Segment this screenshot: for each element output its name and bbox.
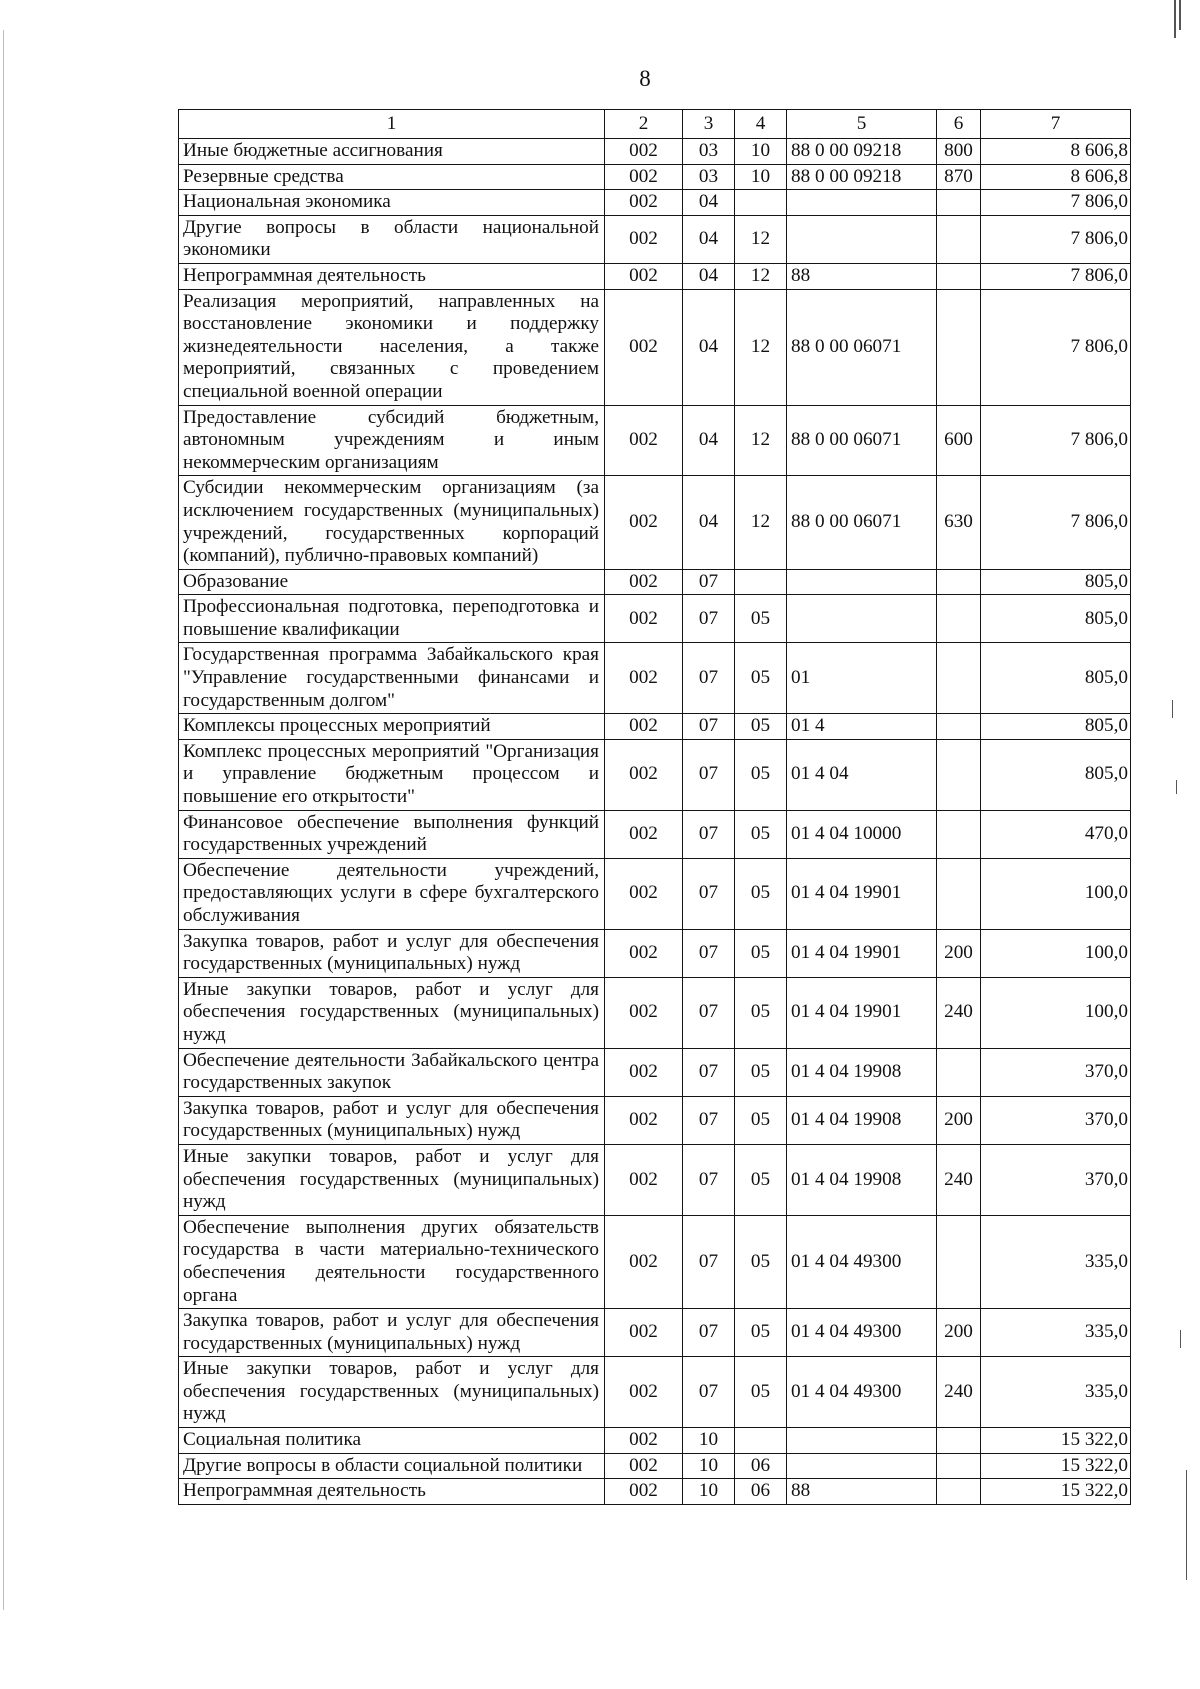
cell-amount: 370,0 [981,1144,1131,1215]
cell-amount: 335,0 [981,1215,1131,1308]
cell-subsection: 06 [735,1453,787,1479]
cell-expense-type [937,190,981,216]
cell-name: Комплексы процессных мероприятий [179,714,605,740]
cell-target-article: 01 4 04 19908 [787,1048,937,1096]
table-row [179,289,1131,405]
cell-admin-code: 002 [605,405,683,476]
cell-name: Закупка товаров, работ и услуг для обеспечения государственных (муниципальных) нужд [179,929,605,977]
cell-admin-code: 002 [605,1357,683,1428]
cell-subsection: 05 [735,595,787,643]
cell-target-article: 01 [787,643,937,714]
cell-name: Предоставление субсидий бюджетным, автономным учреждениям и иным некоммерческим организациям [179,405,605,476]
header-col-6: 6 [937,110,981,139]
cell-target-article: 01 4 04 19901 [787,858,937,929]
cell-amount: 7 806,0 [981,215,1131,263]
cell-amount: 370,0 [981,1096,1131,1144]
cell-expense-type [937,810,981,858]
cell-amount: 805,0 [981,595,1131,643]
cell-target-article: 88 0 00 06071 [787,289,937,405]
cell-admin-code: 002 [605,1144,683,1215]
cell-target-article [787,595,937,643]
cell-admin-code: 002 [605,739,683,810]
cell-target-article: 88 0 00 09218 [787,139,937,165]
cell-expense-type [937,643,981,714]
cell-section: 07 [683,1144,735,1215]
table-row [179,595,1131,643]
cell-target-article: 01 4 04 49300 [787,1309,937,1357]
cell-amount: 335,0 [981,1357,1131,1428]
cell-target-article: 01 4 04 19908 [787,1096,937,1144]
cell-subsection: 05 [735,1357,787,1428]
cell-admin-code: 002 [605,714,683,740]
cell-amount: 7 806,0 [981,405,1131,476]
scan-edge-line [3,30,4,1610]
cell-subsection: 06 [735,1479,787,1505]
cell-subsection: 05 [735,714,787,740]
table-row [179,215,1131,263]
cell-expense-type: 240 [937,1144,981,1215]
cell-expense-type: 870 [937,164,981,190]
cell-amount: 100,0 [981,929,1131,977]
table-row [179,739,1131,810]
cell-target-article: 88 [787,1479,937,1505]
cell-expense-type: 600 [937,405,981,476]
cell-section: 04 [683,476,735,569]
table-row [179,164,1131,190]
cell-subsection [735,190,787,216]
cell-target-article: 01 4 04 10000 [787,810,937,858]
cell-name: Реализация мероприятий, направленных на восстановление экономики и поддержку жизнедеятельности населения, а также мероприятий, связанных с проведением специальной военной операции [179,289,605,405]
cell-expense-type [937,1453,981,1479]
scan-edge-marks [1170,0,1200,1689]
cell-section: 07 [683,595,735,643]
cell-expense-type: 200 [937,1309,981,1357]
cell-amount: 7 806,0 [981,190,1131,216]
cell-expense-type [937,1479,981,1505]
cell-expense-type [937,263,981,289]
cell-subsection: 05 [735,643,787,714]
cell-expense-type: 630 [937,476,981,569]
cell-name: Резервные средства [179,164,605,190]
cell-target-article [787,569,937,595]
cell-name: Комплекс процессных мероприятий "Организация и управление бюджетным процессом и повышение его открытости" [179,739,605,810]
cell-admin-code: 002 [605,1096,683,1144]
cell-amount: 8 606,8 [981,164,1131,190]
table-row [179,1215,1131,1308]
cell-admin-code: 002 [605,263,683,289]
cell-subsection: 05 [735,1144,787,1215]
cell-section: 10 [683,1428,735,1454]
cell-target-article: 01 4 04 49300 [787,1357,937,1428]
table-row [179,858,1131,929]
cell-expense-type: 200 [937,929,981,977]
cell-section: 07 [683,569,735,595]
cell-section: 07 [683,929,735,977]
cell-expense-type: 240 [937,977,981,1048]
table-row [179,1453,1131,1479]
cell-expense-type [937,569,981,595]
cell-section: 04 [683,263,735,289]
page-number: 8 [639,66,651,91]
cell-expense-type [937,858,981,929]
cell-section: 07 [683,739,735,810]
cell-target-article: 88 [787,263,937,289]
table-row [179,476,1131,569]
header-row [179,110,1131,139]
cell-target-article: 88 0 00 06071 [787,405,937,476]
cell-amount: 335,0 [981,1309,1131,1357]
header-col-7: 7 [981,110,1131,139]
cell-expense-type [937,739,981,810]
cell-target-article: 88 0 00 09218 [787,164,937,190]
cell-section: 04 [683,405,735,476]
cell-admin-code: 002 [605,977,683,1048]
cell-admin-code: 002 [605,643,683,714]
cell-section: 04 [683,289,735,405]
cell-name: Обеспечение деятельности Забайкальского центра государственных закупок [179,1048,605,1096]
cell-section: 07 [683,1048,735,1096]
table-row [179,569,1131,595]
cell-target-article: 01 4 [787,714,937,740]
cell-section: 03 [683,164,735,190]
cell-admin-code: 002 [605,289,683,405]
cell-target-article: 01 4 04 19901 [787,929,937,977]
cell-subsection: 12 [735,476,787,569]
cell-expense-type [937,595,981,643]
table-header [179,110,1131,139]
cell-amount: 15 322,0 [981,1428,1131,1454]
cell-admin-code: 002 [605,1453,683,1479]
cell-amount: 100,0 [981,977,1131,1048]
cell-admin-code: 002 [605,810,683,858]
header-col-3: 3 [683,110,735,139]
cell-section: 04 [683,190,735,216]
cell-name: Закупка товаров, работ и услуг для обеспечения государственных (муниципальных) нужд [179,1309,605,1357]
cell-target-article: 01 4 04 [787,739,937,810]
cell-subsection: 05 [735,1215,787,1308]
table-row [179,1096,1131,1144]
cell-target-article [787,215,937,263]
cell-expense-type [937,1048,981,1096]
table-row [179,139,1131,165]
cell-amount: 805,0 [981,739,1131,810]
cell-amount: 8 606,8 [981,139,1131,165]
cell-admin-code: 002 [605,215,683,263]
cell-admin-code: 002 [605,1309,683,1357]
cell-expense-type: 240 [937,1357,981,1428]
cell-admin-code: 002 [605,1048,683,1096]
cell-admin-code: 002 [605,929,683,977]
cell-admin-code: 002 [605,1479,683,1505]
table-row [179,1428,1131,1454]
cell-amount: 7 806,0 [981,263,1131,289]
cell-section: 07 [683,643,735,714]
table-row [179,1048,1131,1096]
cell-expense-type [937,215,981,263]
cell-name: Национальная экономика [179,190,605,216]
cell-amount: 15 322,0 [981,1479,1131,1505]
cell-section: 07 [683,1357,735,1428]
cell-section: 04 [683,215,735,263]
cell-subsection [735,1428,787,1454]
cell-name: Образование [179,569,605,595]
header-col-1: 1 [179,110,605,139]
cell-section: 07 [683,714,735,740]
cell-name: Финансовое обеспечение выполнения функций государственных учреждений [179,810,605,858]
cell-name: Обеспечение деятельности учреждений, предоставляющих услуги в сфере бухгалтерского обслуживания [179,858,605,929]
cell-section: 07 [683,858,735,929]
budget-table [178,109,1131,1505]
cell-target-article [787,190,937,216]
cell-expense-type [937,1428,981,1454]
cell-target-article: 01 4 04 19908 [787,1144,937,1215]
cell-expense-type: 200 [937,1096,981,1144]
cell-admin-code: 002 [605,569,683,595]
cell-admin-code: 002 [605,190,683,216]
cell-target-article [787,1453,937,1479]
cell-name: Социальная политика [179,1428,605,1454]
cell-admin-code: 002 [605,1428,683,1454]
cell-admin-code: 002 [605,164,683,190]
cell-amount: 7 806,0 [981,476,1131,569]
cell-admin-code: 002 [605,139,683,165]
cell-subsection: 12 [735,263,787,289]
cell-admin-code: 002 [605,476,683,569]
cell-subsection: 05 [735,1048,787,1096]
cell-section: 07 [683,1096,735,1144]
cell-amount: 805,0 [981,643,1131,714]
cell-subsection: 05 [735,929,787,977]
cell-subsection: 05 [735,1309,787,1357]
cell-name: Иные закупки товаров, работ и услуг для обеспечения государственных (муниципальных) нужд [179,1144,605,1215]
cell-amount: 370,0 [981,1048,1131,1096]
header-col-5: 5 [787,110,937,139]
cell-admin-code: 002 [605,858,683,929]
cell-subsection [735,569,787,595]
cell-section: 03 [683,139,735,165]
table-body [179,139,1131,1505]
cell-subsection: 10 [735,139,787,165]
table-row [179,929,1131,977]
cell-section: 07 [683,810,735,858]
table-row [179,714,1131,740]
cell-amount: 805,0 [981,714,1131,740]
cell-admin-code: 002 [605,1215,683,1308]
cell-section: 07 [683,1309,735,1357]
cell-name: Субсидии некоммерческим организациям (за исключением государственных (муниципальных) учреждений, государственных корпораций (компаний), публично-правовых компаний) [179,476,605,569]
cell-section: 10 [683,1479,735,1505]
cell-target-article [787,1428,937,1454]
table-row [179,263,1131,289]
cell-name: Профессиональная подготовка, переподготовка и повышение квалификации [179,595,605,643]
table-row [179,1144,1131,1215]
cell-target-article: 01 4 04 49300 [787,1215,937,1308]
cell-name: Другие вопросы в области социальной политики [179,1453,605,1479]
cell-amount: 15 322,0 [981,1453,1131,1479]
cell-target-article: 01 4 04 19901 [787,977,937,1048]
table-row [179,643,1131,714]
cell-subsection: 05 [735,739,787,810]
cell-section: 10 [683,1453,735,1479]
table-row [179,977,1131,1048]
table-row [179,190,1131,216]
cell-name: Государственная программа Забайкальского края "Управление государственными финансами и государственным долгом" [179,643,605,714]
cell-expense-type [937,714,981,740]
cell-name: Закупка товаров, работ и услуг для обеспечения государственных (муниципальных) нужд [179,1096,605,1144]
table-row [179,405,1131,476]
cell-expense-type [937,1215,981,1308]
cell-subsection: 10 [735,164,787,190]
cell-subsection: 12 [735,405,787,476]
table-row [179,810,1131,858]
cell-amount: 805,0 [981,569,1131,595]
cell-name: Иные закупки товаров, работ и услуг для обеспечения государственных (муниципальных) нужд [179,977,605,1048]
cell-section: 07 [683,977,735,1048]
table-row [179,1309,1131,1357]
cell-admin-code: 002 [605,595,683,643]
cell-name: Иные бюджетные ассигнования [179,139,605,165]
cell-name: Иные закупки товаров, работ и услуг для обеспечения государственных (муниципальных) нужд [179,1357,605,1428]
cell-amount: 470,0 [981,810,1131,858]
cell-name: Обеспечение выполнения других обязательств государства в части материально-технического обеспечения деятельности государственного органа [179,1215,605,1308]
table-row [179,1357,1131,1428]
cell-subsection: 05 [735,1096,787,1144]
cell-name: Непрограммная деятельность [179,263,605,289]
table-row [179,1479,1131,1505]
cell-target-article: 88 0 00 06071 [787,476,937,569]
cell-subsection: 05 [735,977,787,1048]
cell-amount: 7 806,0 [981,289,1131,405]
cell-name: Другие вопросы в области национальной экономики [179,215,605,263]
cell-amount: 100,0 [981,858,1131,929]
cell-subsection: 05 [735,810,787,858]
cell-name: Непрограммная деятельность [179,1479,605,1505]
cell-section: 07 [683,1215,735,1308]
cell-expense-type: 800 [937,139,981,165]
cell-subsection: 05 [735,858,787,929]
cell-subsection: 12 [735,215,787,263]
cell-expense-type [937,289,981,405]
header-col-4: 4 [735,110,787,139]
header-col-2: 2 [605,110,683,139]
cell-subsection: 12 [735,289,787,405]
